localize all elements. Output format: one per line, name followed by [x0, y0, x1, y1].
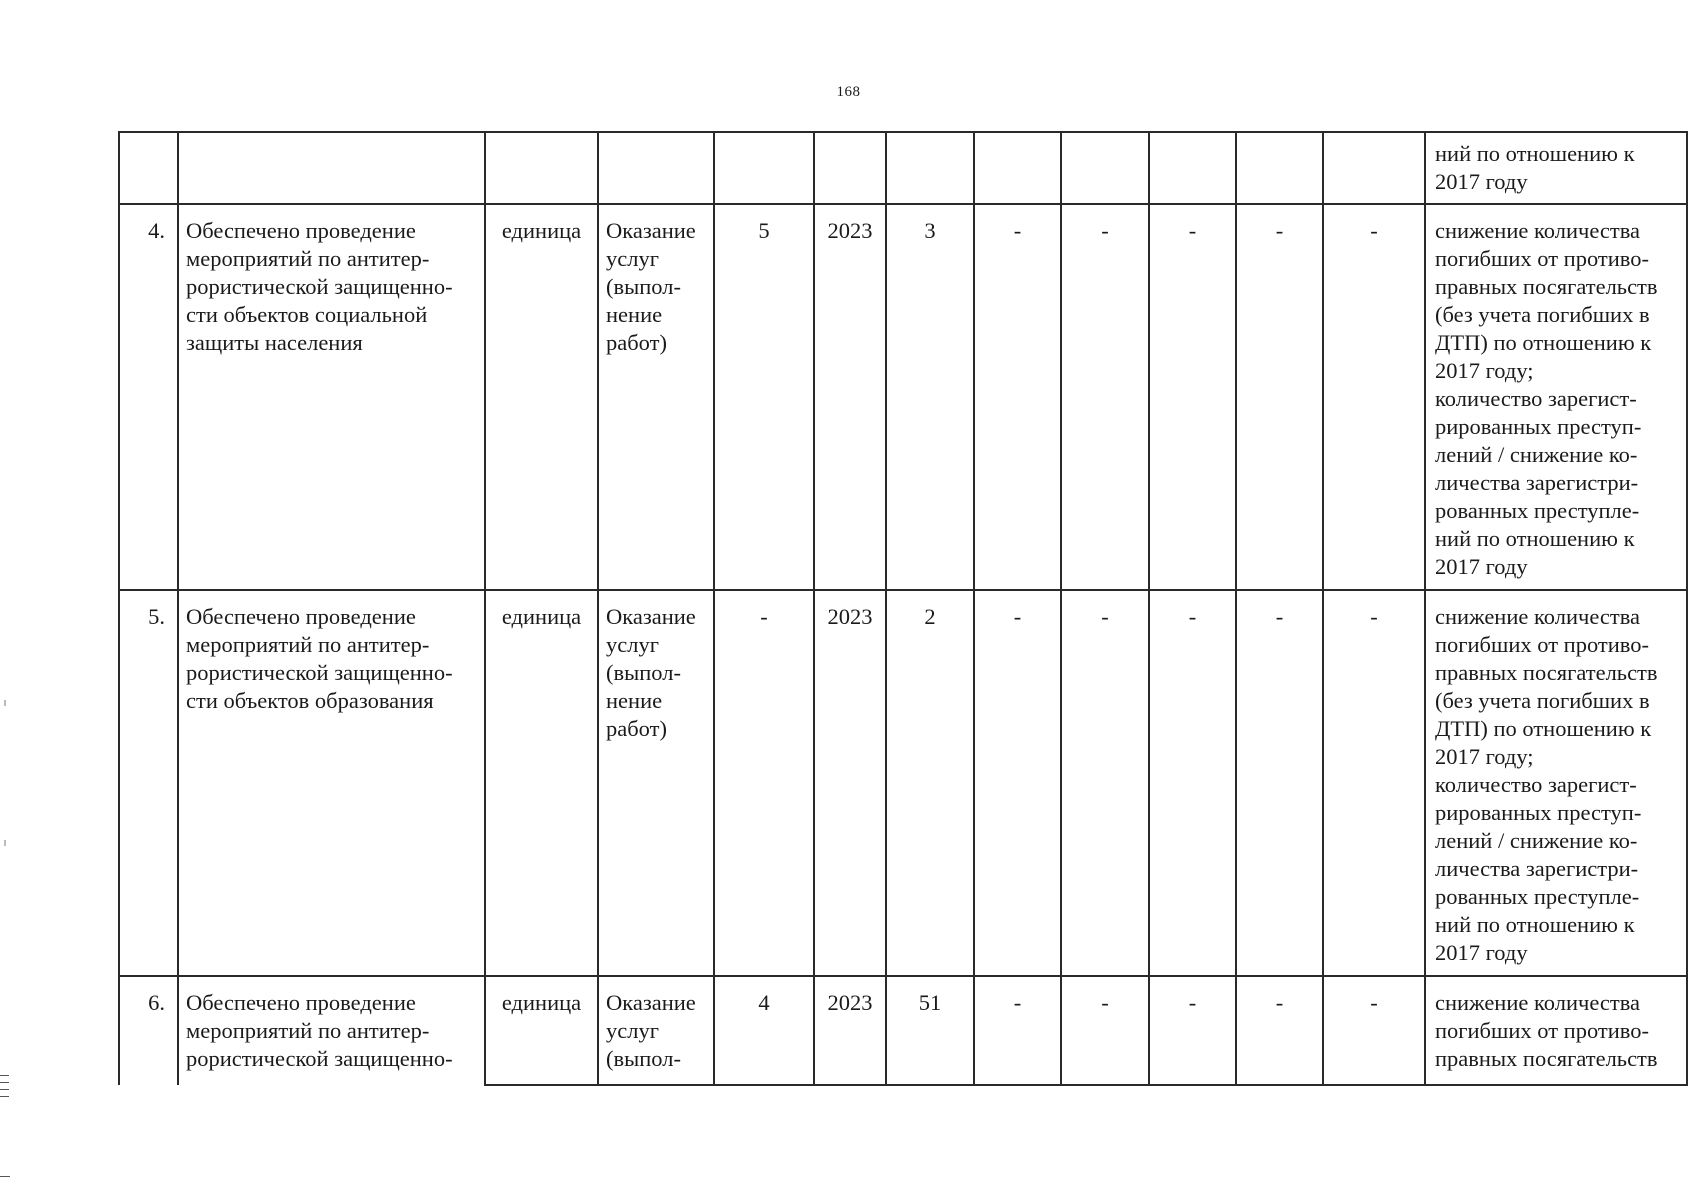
cell-value: -: [1236, 204, 1323, 590]
scan-artifact: [4, 700, 6, 706]
cell-type: Оказание услуг (выпол- нение работ): [598, 204, 714, 590]
cell-value: 51: [886, 976, 974, 1085]
page-number: 168: [836, 84, 861, 100]
cell-type: [598, 132, 714, 204]
cell-value: -: [1323, 590, 1425, 976]
margin-mark: [0, 1082, 9, 1083]
cell-value: [714, 132, 814, 204]
cell-name: Обеспечено проведение мероприятий по антитер- рористической защищенно-: [178, 976, 485, 1085]
table-row: [119, 590, 1687, 976]
table-row-continuation: [119, 132, 1687, 204]
cell-year: 2023: [814, 590, 886, 976]
cell-type: Оказание услуг (выпол- нение работ): [598, 590, 714, 976]
cell-name: [178, 132, 485, 204]
cell-value: [1149, 132, 1236, 204]
cell-type: Оказание услуг (выпол-: [598, 976, 714, 1085]
cell-value: -: [1236, 590, 1323, 976]
results-table: [118, 131, 1688, 1086]
cell-num: [119, 132, 178, 204]
cell-value: -: [1149, 204, 1236, 590]
margin-mark: [0, 1176, 10, 1177]
cell-result: снижение количества погибших от противо- правных посягательств (без учета погибших в ДТП) по отношению к 2017 году; количество зарегист- рированных преступ- лений / снижение ко- личества зарегистри- рованных преступле- ний по отношению к 2017 году: [1425, 204, 1687, 590]
cell-result: снижение количества погибших от противо- правных посягательств: [1425, 976, 1687, 1085]
cell-value: [814, 132, 886, 204]
cell-value: [886, 132, 974, 204]
cell-value: 5: [714, 204, 814, 590]
cell-value: -: [1236, 976, 1323, 1085]
cell-num: 6.: [119, 976, 178, 1085]
cell-value: -: [974, 590, 1061, 976]
cell-unit: единица: [485, 204, 598, 590]
cell-value: -: [1061, 204, 1149, 590]
cell-num: 5.: [119, 590, 178, 976]
cell-value: 2: [886, 590, 974, 976]
cell-value: -: [1061, 590, 1149, 976]
cell-unit: единица: [485, 976, 598, 1085]
cell-year: 2023: [814, 976, 886, 1085]
cell-unit: [485, 132, 598, 204]
table-row: [119, 976, 1687, 1085]
cell-value: -: [1323, 204, 1425, 590]
cell-value: [974, 132, 1061, 204]
margin-mark: [0, 1075, 9, 1076]
cell-value: [1236, 132, 1323, 204]
margin-mark: [0, 1096, 9, 1097]
cell-value: -: [1061, 976, 1149, 1085]
cell-value: -: [714, 590, 814, 976]
cell-name: Обеспечено проведение мероприятий по антитер- рористической защищенно- сти объектов социальной защиты населения: [178, 204, 485, 590]
cell-value: -: [1323, 976, 1425, 1085]
cell-value: [1323, 132, 1425, 204]
scan-artifact: [4, 840, 6, 846]
table-row: [119, 204, 1687, 590]
cell-value: 4: [714, 976, 814, 1085]
cell-year: 2023: [814, 204, 886, 590]
cell-value: -: [974, 976, 1061, 1085]
cell-value: -: [974, 204, 1061, 590]
cell-value: [1061, 132, 1149, 204]
cell-num: 4.: [119, 204, 178, 590]
cell-value: -: [1149, 976, 1236, 1085]
margin-marks: [0, 1075, 10, 1103]
cell-value: -: [1149, 590, 1236, 976]
cell-name: Обеспечено проведение мероприятий по антитер- рористической защищенно- сти объектов образования: [178, 590, 485, 976]
cell-result: снижение количества погибших от противо- правных посягательств (без учета погибших в ДТП) по отношению к 2017 году; количество зарегист- рированных преступ- лений / снижение ко- личества зарегистри- рованных преступле- ний по отношению к 2017 году: [1425, 590, 1687, 976]
cell-result: ний по отношению к 2017 году: [1425, 132, 1687, 204]
cell-unit: единица: [485, 590, 598, 976]
cell-value: 3: [886, 204, 974, 590]
margin-mark: [0, 1089, 9, 1090]
